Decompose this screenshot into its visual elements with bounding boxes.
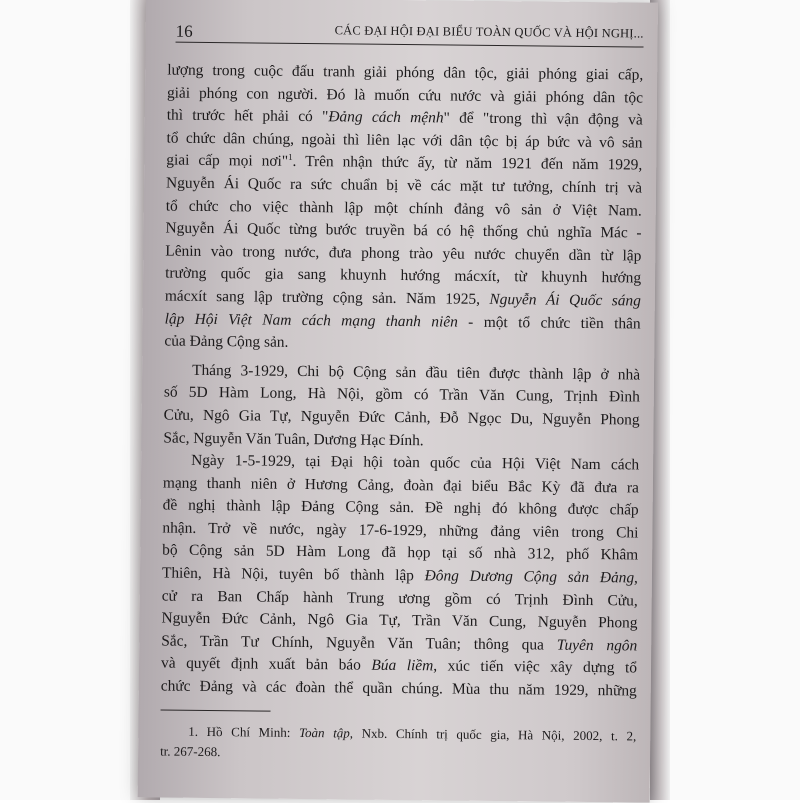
footnote	[160, 722, 636, 767]
page-number: 16	[175, 21, 193, 41]
text-line: thì trước hết phải có "Đảng cách mệnh" để "trong thì vận động và	[166, 106, 643, 129]
text-line: giải phóng con người. Đó là muốn cứu nước và giải phóng dân tộc	[166, 84, 644, 107]
text-line: chức Đảng và các đoàn thể quần chúng. Mùa thu năm 1929, những	[160, 677, 637, 700]
book-page	[138, 0, 658, 803]
text-line: mácxít sang lập trường cộng sản. Năm 1925, Nguyễn Ái Quốc sáng	[164, 287, 641, 310]
page-header	[176, 18, 644, 48]
text-line: của Đảng Cộng sản.	[164, 332, 289, 351]
text-line: đề nghị thành lập Đảng Cộng sản. Đề nghị đó không được chấp	[162, 496, 639, 519]
italic-term: Tuyên ngôn	[556, 636, 638, 655]
italic-term: lập Hội Việt Nam cách mạng thanh niên	[164, 310, 458, 331]
italic-term: Nguyễn Ái Quốc sáng	[489, 290, 641, 310]
italic-term: Búa liềm	[371, 657, 434, 675]
text-line: mạng thanh niên ở Hương Cảng, đoàn đại biểu Bắc Kỳ đã đưa ra	[162, 474, 639, 497]
italic-term: Toàn tập	[298, 724, 350, 741]
footnote-line: tr. 267-268.	[160, 743, 221, 760]
page-body	[161, 60, 644, 704]
italic-term: Đảng cách mệnh	[328, 108, 444, 127]
text-line: lập Hội Việt Nam cách mạng thanh niên - một tổ chức tiền thân	[164, 310, 641, 333]
text-line: Thiên, Hà Nội, tuyên bố thành lập Đông Dương Cộng sản Đảng,	[161, 564, 639, 587]
footnote-line: 1. Hồ Chí Minh: Toàn tập, Nxb. Chính trị quốc gia, Hà Nội, 2002, t. 2,	[188, 723, 637, 744]
text-line: cử ra Ban Chấp hành Trung ương gồm có Trịnh Đình Cửu,	[161, 587, 638, 610]
text-line: và quyết định xuất bản báo Búa liềm, xúc tiến việc xây dựng tổ	[160, 654, 638, 677]
text-line: bộ Cộng sản 5D Hàm Long đã họp tại số nhà 312, phố Khâm	[162, 541, 639, 564]
text-line: giai cấp mọi nơi"$^1$. Trên nhận thức ấy, từ năm 1921 đến năm 1929,	[166, 151, 643, 174]
text-line: số 5D Hàm Long, Hà Nội, gồm có Trần Văn Cung, Trịnh Đình	[163, 383, 640, 406]
running-title: CÁC ĐẠI HỘI ĐẠI BIỂU TOÀN QUỐC VÀ HỘI NGHỊ...	[334, 23, 644, 41]
paragraph-3	[161, 450, 640, 704]
text-line: Nguyễn Ái Quốc ra sức chuẩn bị về các mặt tư tưởng, chính trị và	[165, 174, 643, 197]
paragraph-2	[163, 359, 640, 454]
text-line: lượng trong cuộc đấu tranh giải phóng dân tộc, giải phóng giai cấp,	[167, 61, 644, 84]
text-line: Nguyễn Đức Cảnh, Ngô Gia Tự, Trần Văn Cung, Nguyễn Phong	[161, 609, 638, 632]
text-line: Nguyễn Ái Quốc từng bước truyền bá có hệ thống chủ nghĩa Mác -	[165, 219, 642, 242]
text-line: tổ chức cho việc thành lập một chính đảng vô sản ở Việt Nam.	[165, 197, 642, 220]
text-line: Ngày 1-5-1929, tại Đại hội toàn quốc của Hội Việt Nam cách	[191, 451, 640, 474]
text-line: Tháng 3-1929, Chi bộ Cộng sản đầu tiên được thành lập ở nhà	[192, 361, 641, 384]
footnote-rule	[161, 710, 271, 712]
paragraph-1	[164, 60, 643, 359]
footnote-marker: 1	[288, 152, 293, 163]
italic-term: Đông Dương Cộng sản Đảng	[424, 567, 635, 587]
text-line: trường quốc gia sang khuynh hướng mácxít, từ khuynh hướng	[165, 264, 642, 287]
text-line: Sắc, Nguyễn Văn Tuân, Dương Hạc Đính.	[163, 429, 424, 449]
text-line: Sắc, Trần Tư Chính, Nguyễn Văn Tuân; thông qua Tuyên ngôn	[161, 632, 638, 655]
text-line: nhận. Trở về nước, ngày 17-6-1929, những đảng viên trong Chi	[162, 519, 639, 542]
text-line: Cửu, Ngô Gia Tự, Nguyễn Đức Cảnh, Đỗ Ngọc Du, Nguyễn Phong	[163, 406, 640, 429]
text-line: tổ chức dân chúng, ngoài thì liên lạc với dân tộc bị áp bức và vô sản	[166, 129, 643, 152]
text-line: Lênin vào trong nước, đưa phong trào yêu nước chuyển dần từ lập	[165, 242, 642, 265]
